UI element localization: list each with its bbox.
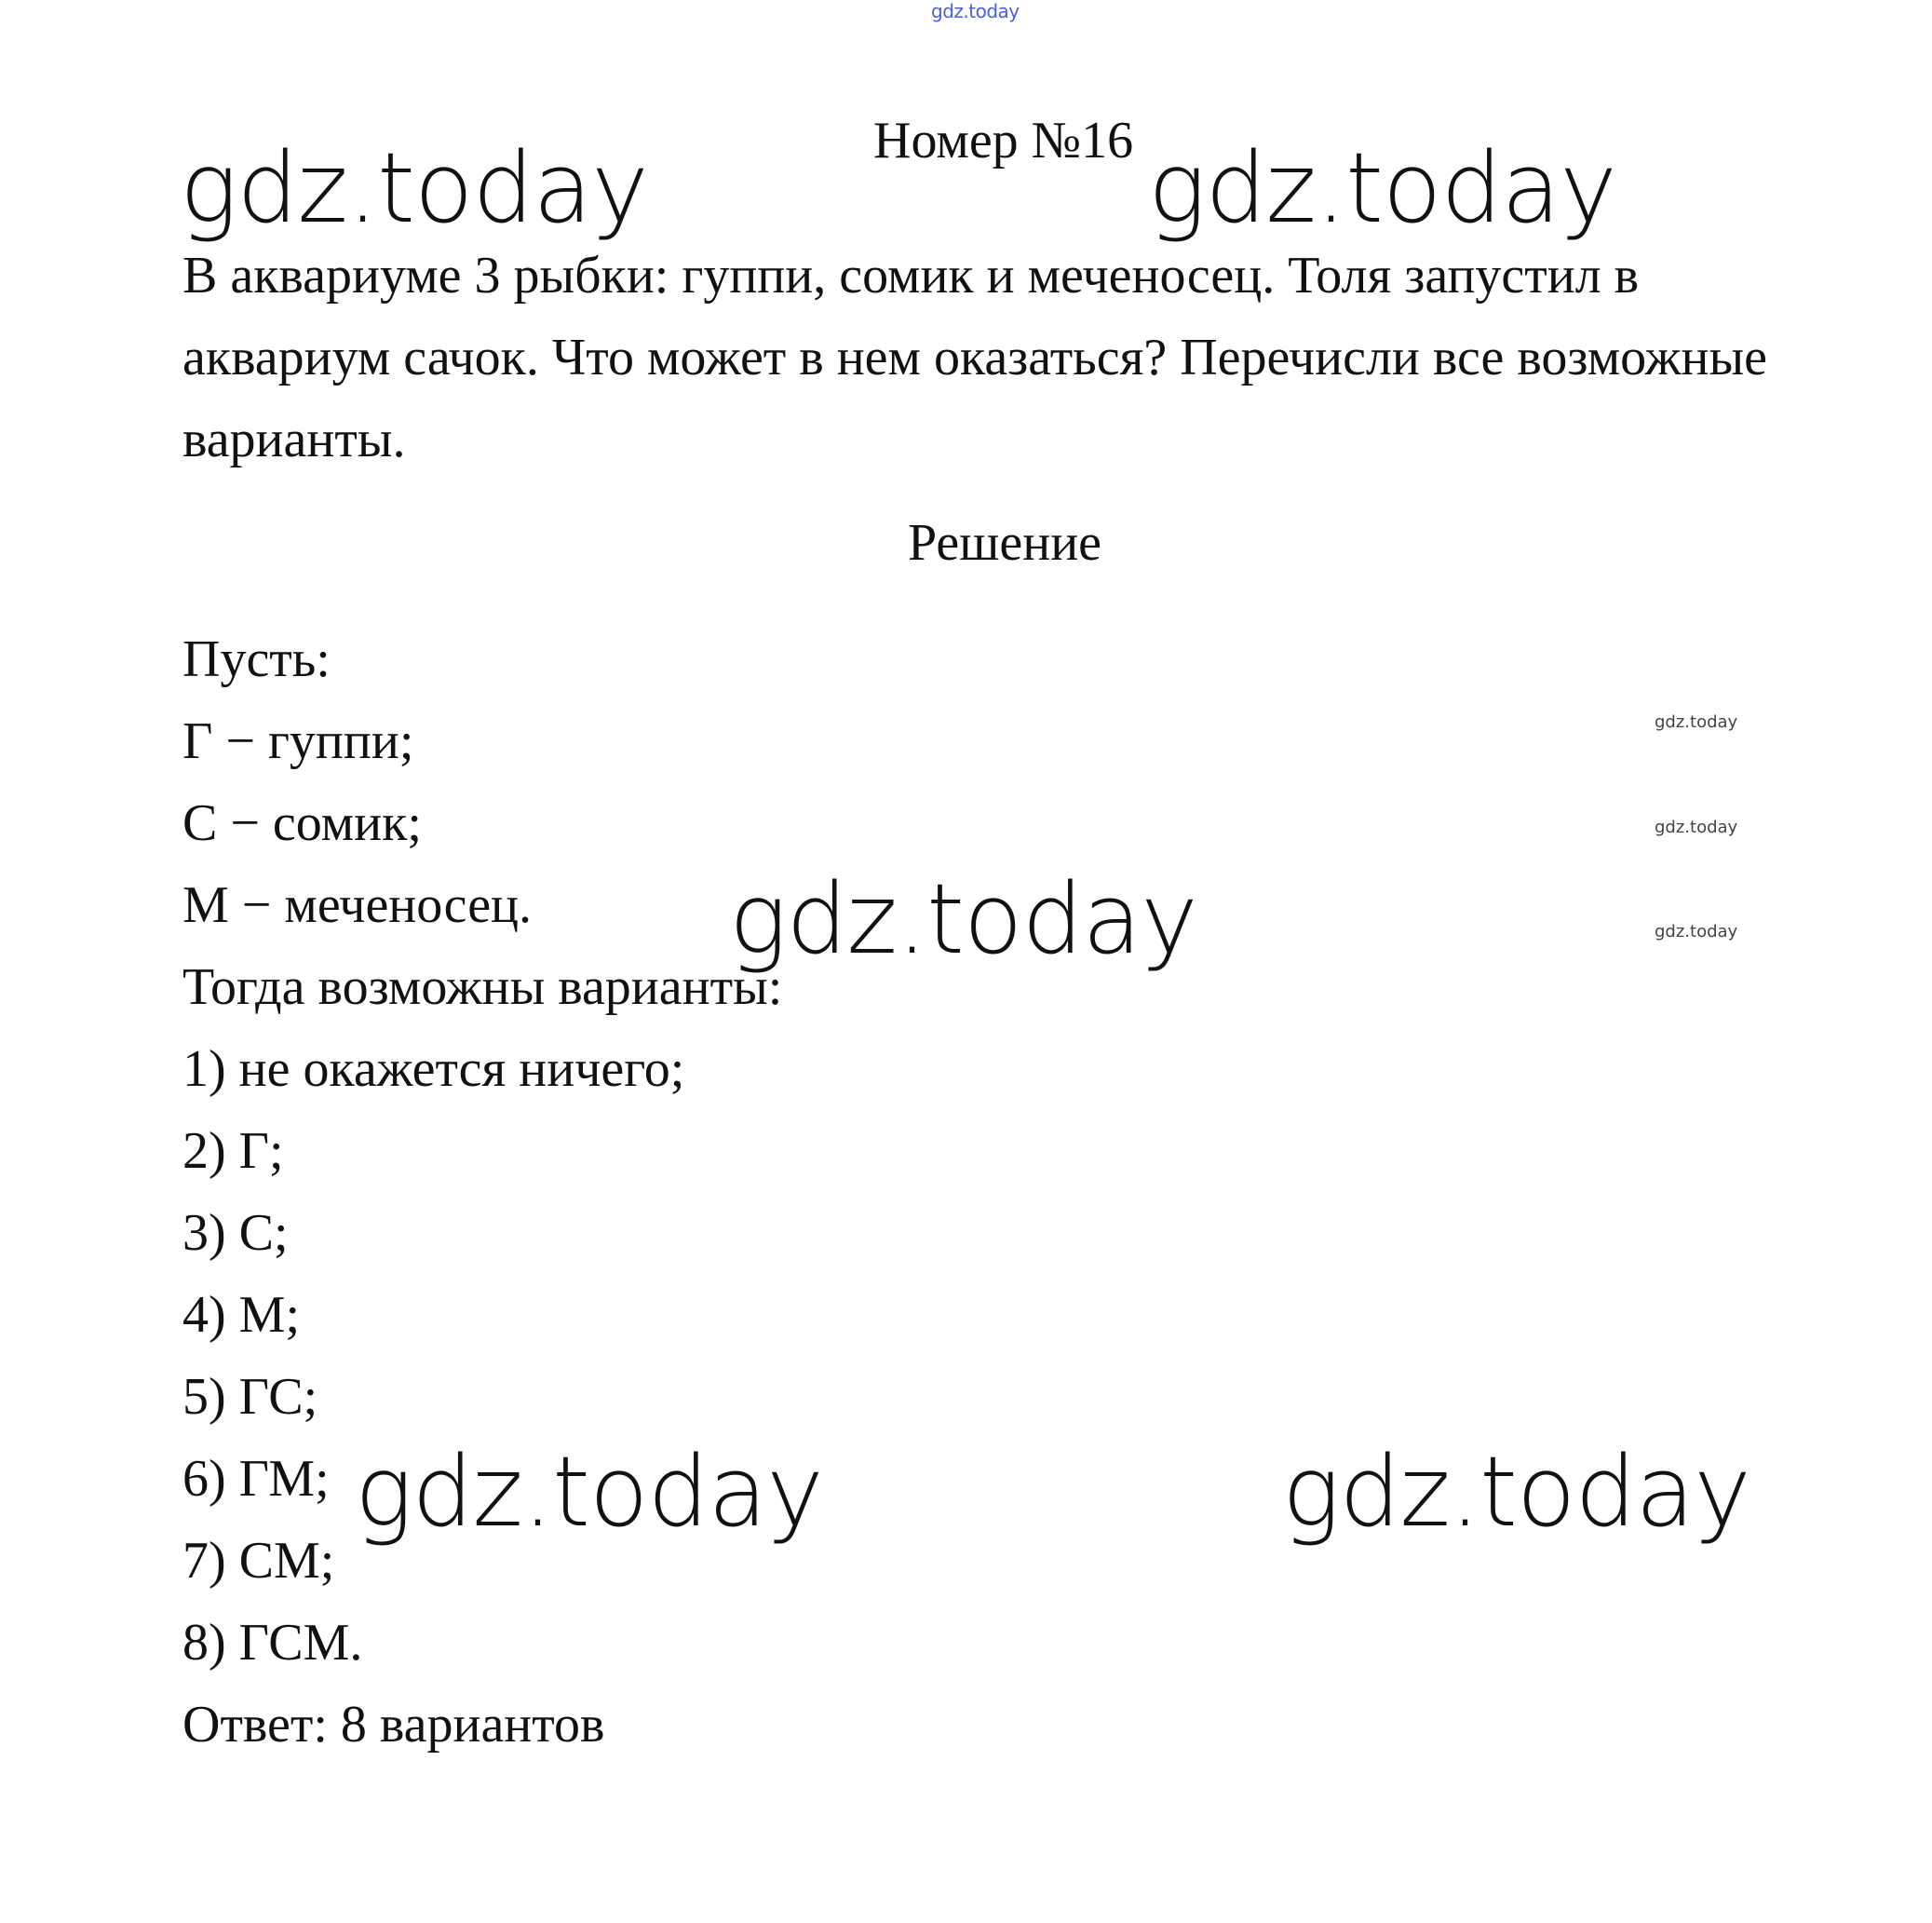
watermark-big: gdz.today bbox=[1148, 131, 1616, 245]
solution-line: С − сомик; bbox=[182, 794, 422, 852]
watermark-big: gdz.today bbox=[180, 131, 648, 245]
solution-line: 5) ГС; bbox=[182, 1368, 318, 1426]
solution-line: Тогда возможны варианты: bbox=[182, 958, 783, 1016]
watermark-small: gdz.today bbox=[1655, 712, 1738, 732]
solution-line: 3) С; bbox=[182, 1204, 289, 1262]
watermark-big: gdz.today bbox=[1282, 1435, 1750, 1549]
solution-line: М − меченосец. bbox=[182, 876, 533, 934]
watermark-small: gdz.today bbox=[1655, 818, 1738, 837]
watermark-big: gdz.today bbox=[355, 1435, 823, 1549]
page-title: Номер №16 bbox=[873, 112, 1134, 169]
watermark-small: gdz.today bbox=[1655, 922, 1738, 941]
answer-line: Ответ: 8 вариантов bbox=[182, 1696, 605, 1754]
solution-line: 4) М; bbox=[182, 1286, 300, 1344]
solution-line: 2) Г; bbox=[182, 1122, 284, 1180]
solution-line: 6) ГМ; bbox=[182, 1450, 330, 1508]
solution-heading: Решение bbox=[908, 514, 1102, 572]
solution-line: 7) СМ; bbox=[182, 1532, 335, 1590]
task-text: В аквариуме 3 рыбки: гуппи, сомик и меченосец. Толя запустил в аквариум сачок. Что может в нем оказаться? Перечисли все возможные варианты. bbox=[182, 247, 1767, 468]
solution-line: 1) не окажется ничего; bbox=[182, 1040, 685, 1098]
solution-line: Г − гуппи; bbox=[182, 712, 414, 770]
solution-body bbox=[182, 618, 782, 1766]
watermark-top: gdz.today bbox=[931, 0, 1020, 22]
watermark-big: gdz.today bbox=[729, 862, 1197, 976]
solution-line: Пусть: bbox=[182, 630, 331, 688]
solution-line: 8) ГСМ. bbox=[182, 1614, 363, 1672]
